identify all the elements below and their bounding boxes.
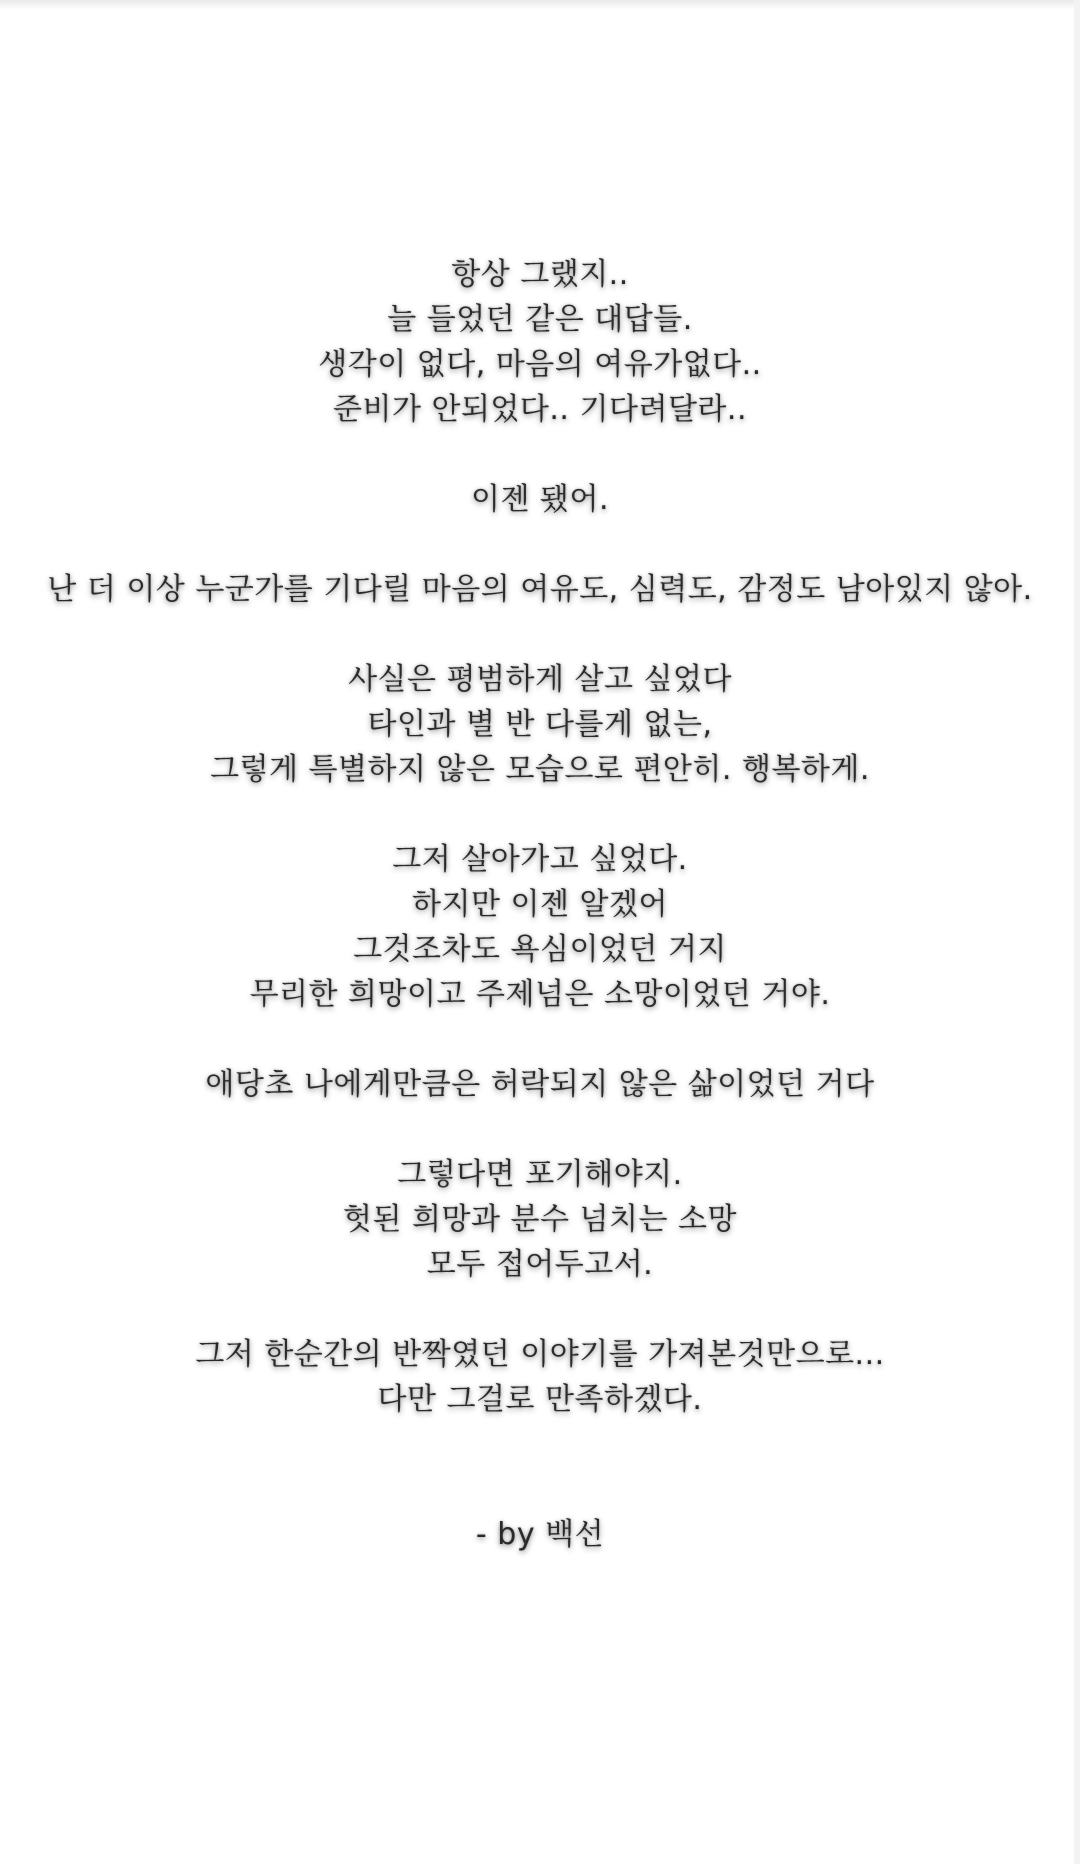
poem-line: 그렇게 특별하지 않은 모습으로 편안히. 행복하게. [210, 752, 870, 787]
stanza-gap [40, 522, 1040, 567]
stanza-gap [40, 1107, 1040, 1152]
poem-line: 난 더 이상 누군가를 기다릴 마음의 여유도, 심력도, 감정도 남아있지 않아. [47, 572, 1033, 607]
right-edge-strip [1074, 0, 1080, 1864]
poem-line: 다만 그걸로 만족하겠다. [377, 1382, 703, 1417]
poem-line: 하지만 이젠 알겠어 [412, 887, 668, 922]
top-edge-shadow [0, 0, 1080, 10]
poem-line: 준비가 안되었다.. 기다려달라.. [333, 392, 747, 427]
poem-line: 그렇다면 포기해야지. [397, 1157, 683, 1192]
poem-signature: - by 백선 [475, 1517, 605, 1552]
poem-body [40, 252, 1040, 1557]
stanza-gap [40, 1467, 1040, 1512]
poem-line: 애당초 나에게만큼은 허락되지 않은 삶이었던 거다 [205, 1067, 875, 1102]
stanza-gap [40, 432, 1040, 477]
poem-line: 생각이 없다, 마음의 여유가없다.. [318, 347, 762, 382]
stanza-gap [40, 1287, 1040, 1332]
stanza-gap [40, 792, 1040, 837]
stanza-gap [40, 1017, 1040, 1062]
poem-line: 늘 들었던 같은 대답들. [387, 302, 693, 337]
stanza-gap [40, 612, 1040, 657]
poem-line: 그저 살아가고 싶었다. [392, 842, 688, 877]
poem-line: 사실은 평범하게 살고 싶었다 [348, 662, 732, 697]
poem-line: 모두 접어두고서. [426, 1247, 654, 1282]
poem-line: 항상 그랬지.. [451, 257, 629, 292]
poem-line: 헛된 희망과 분수 넘치는 소망 [343, 1202, 737, 1237]
poem-line: 그것조차도 욕심이었던 거지 [353, 932, 727, 967]
poem-line: 무리한 희망이고 주제넘은 소망이었던 거야. [249, 977, 831, 1012]
poem-line: 이젠 됐어. [471, 482, 609, 517]
poem-line: 그저 한순간의 반짝였던 이야기를 가져본것만으로... [195, 1337, 885, 1372]
poem-line: 타인과 별 반 다를게 없는, [367, 707, 713, 742]
stanza-gap [40, 1422, 1040, 1467]
